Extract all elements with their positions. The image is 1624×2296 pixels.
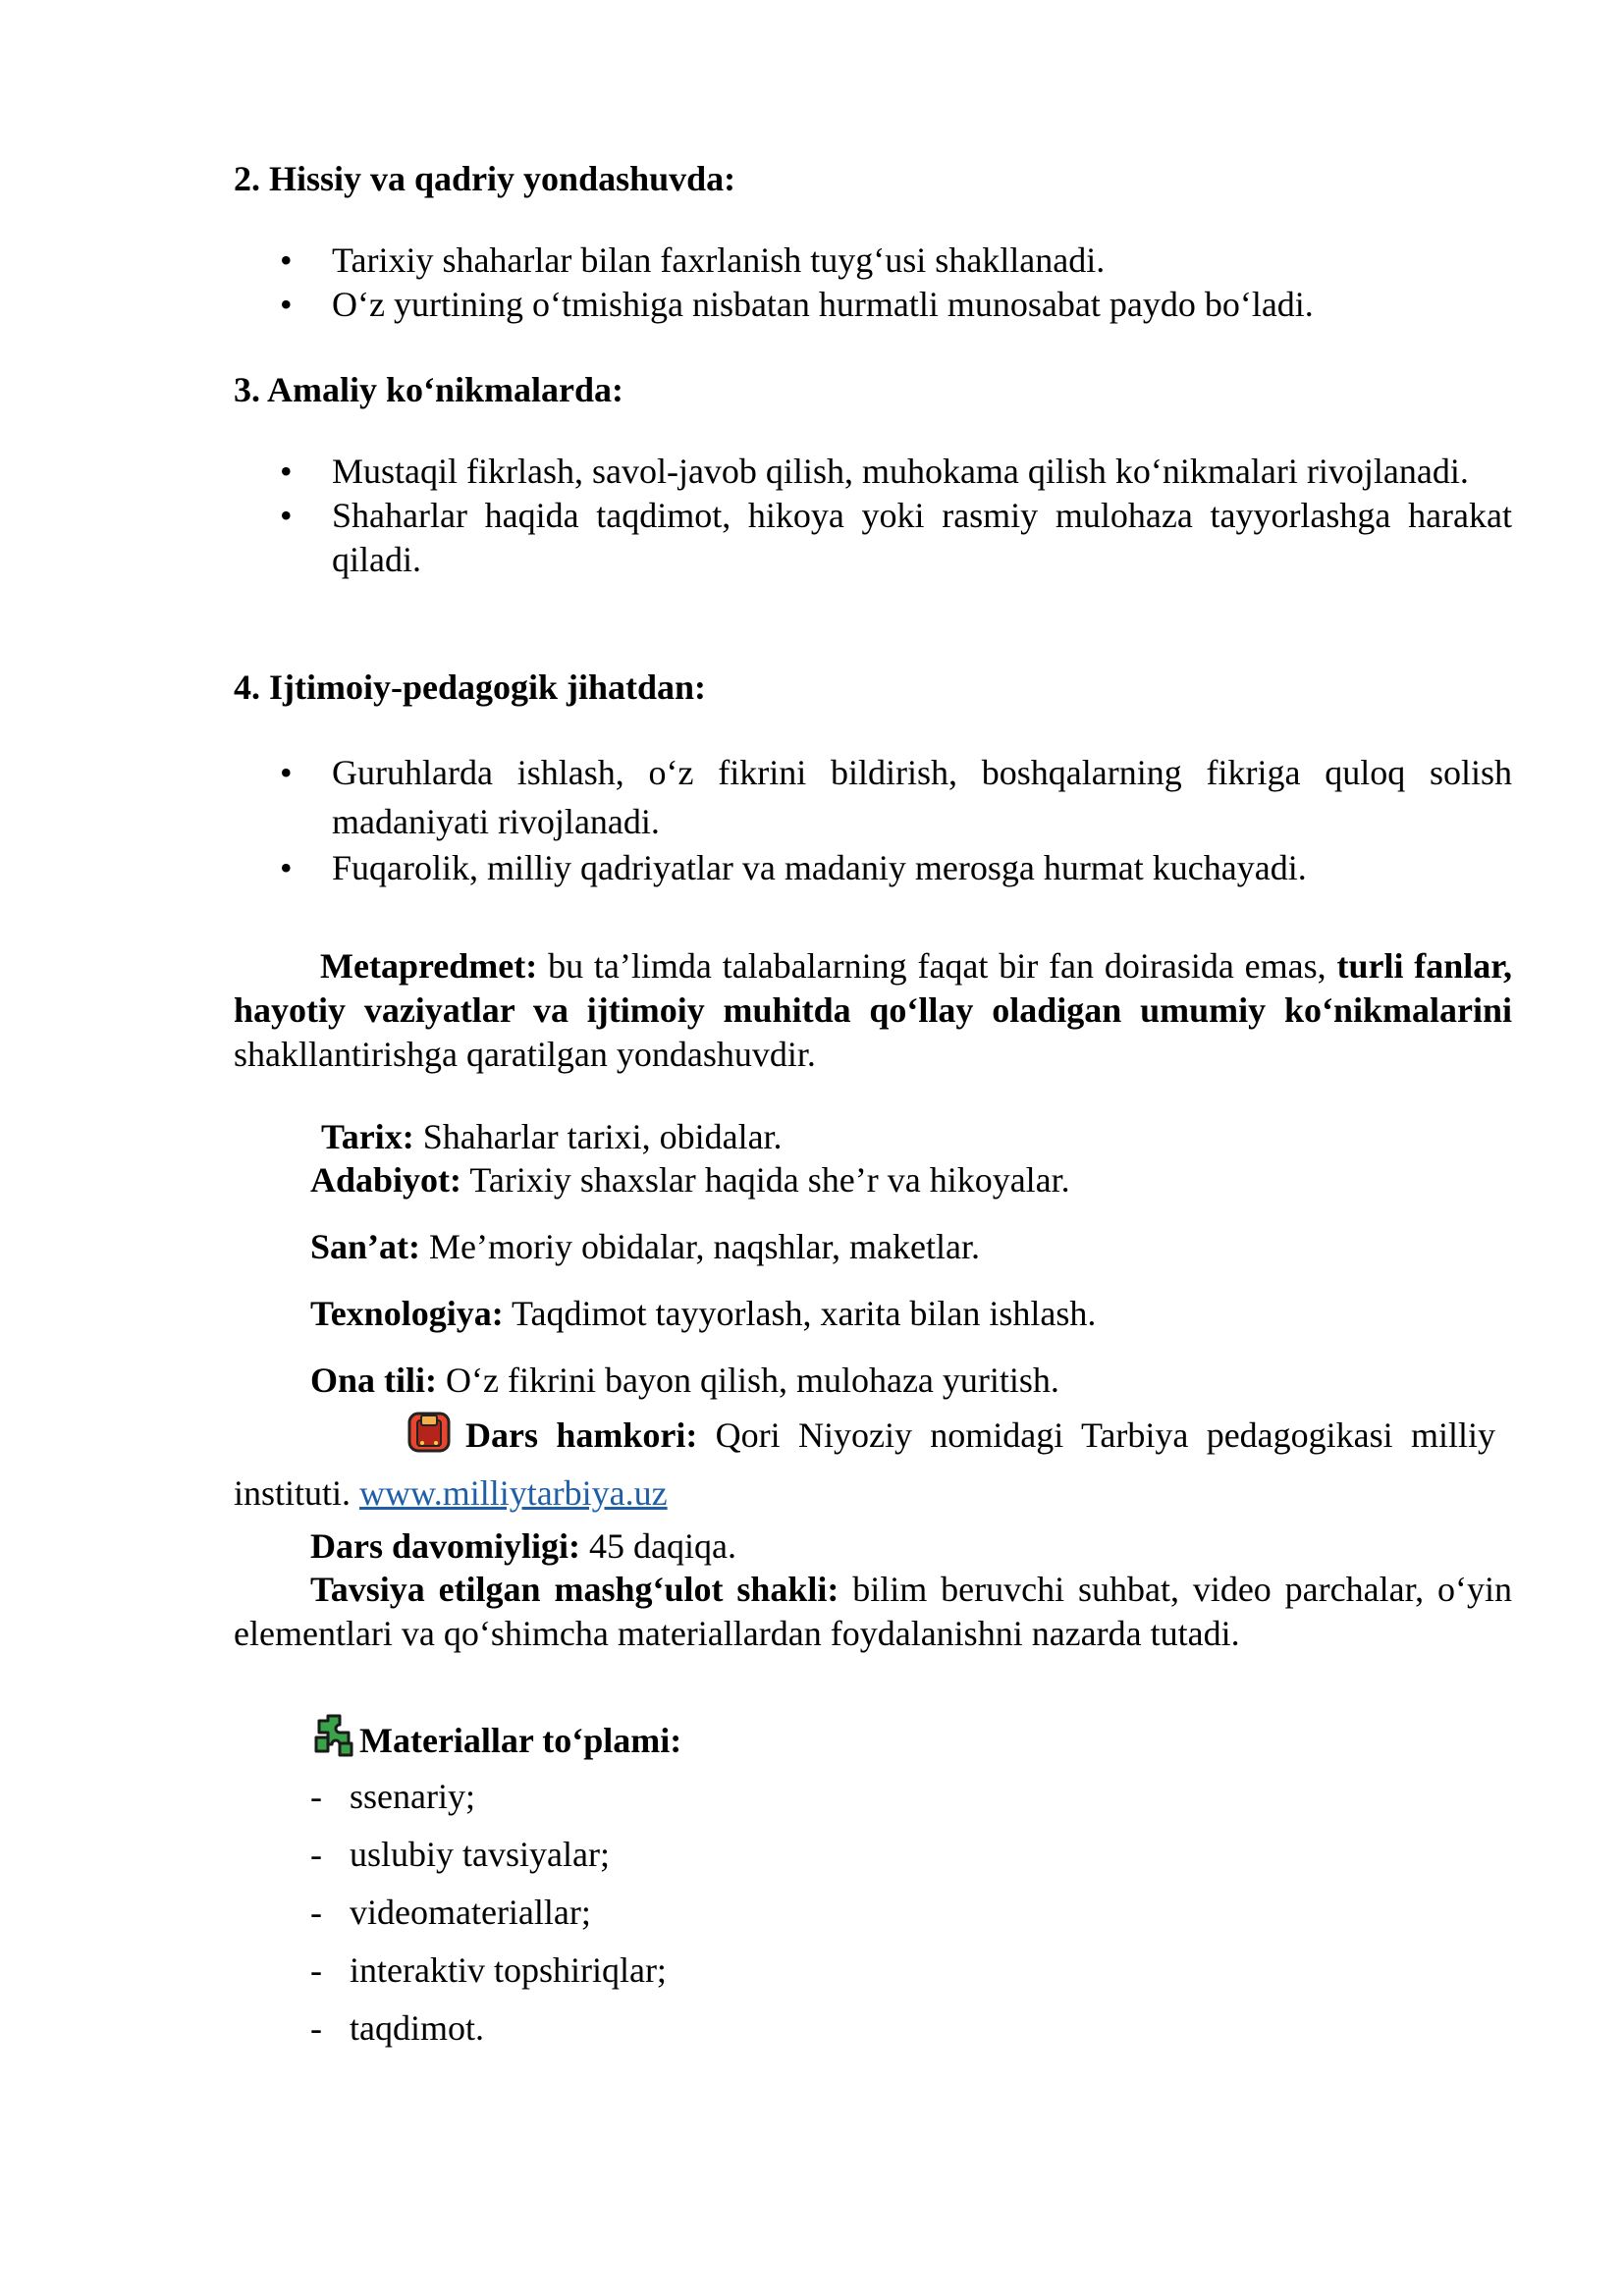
folder-icon: [320, 1411, 452, 1468]
bullet-mark: •: [280, 848, 293, 887]
materials-heading: Materiallar to‘plami:: [310, 1718, 681, 1770]
subject-adabiyot: Adabiyot: Tarixiy shaxslar haqida she’r va hikoyalar.: [310, 1160, 1070, 1200]
section-4-list: [234, 748, 1512, 890]
metapredmet-paragraph: Metapredmet: bu ta’limda talabalarning faqat bir fan doirasida emas, turli fanlar, hayotiy vaziyatlar va ijtimoiy muhitda qo‘llay oladigan umumiy ko‘nikmalarini shakllantirishga qaratilgan yondashuvdir.: [234, 946, 1512, 1074]
list-item: - videomateriallar;: [310, 1893, 591, 1932]
list-item: • Shaharlar haqida taqdimot, hikoya yoki rasmiy mulohaza tayyorlashga harakat qiladi.: [280, 496, 1512, 579]
partner-website-link[interactable]: www.milliytarbiya.uz: [359, 1472, 668, 1513]
subject-texnologiya: Texnologiya: Taqdimot tayyorlash, xarita bilan ishlash.: [310, 1294, 1097, 1333]
section-3-list: [234, 450, 1512, 582]
bullet-mark: •: [280, 496, 293, 535]
format-label: Tavsiya etilgan mashg‘ulot shakli:: [310, 1570, 839, 1609]
section-4-heading: 4. Ijtimoiy-pedagogik jihatdan:: [234, 667, 707, 707]
bullet-mark: •: [280, 452, 293, 491]
list-item: • Tarixiy shaharlar bilan faxrlanish tuyg‘usi shakllanadi.: [234, 239, 1512, 283]
section-2-heading: 2. Hissiy va qadriy yondashuvda:: [234, 159, 736, 198]
puzzle-icon: [310, 1712, 357, 1770]
section-2-list: [234, 239, 1512, 327]
section-3-heading: 3. Amaliy ko‘nikmalarda:: [234, 370, 624, 409]
bullet-mark: •: [280, 240, 293, 280]
partner-paragraph: Dars hamkori: Qori Niyoziy nomidagi Tarbiya pedagogikasi milliy instituti. www.milliytarbiya.uz: [234, 1410, 1495, 1519]
bullet-mark: •: [280, 285, 293, 324]
list-item: • Fuqarolik, milliy qadriyatlar va madaniy merosga hurmat kuchayadi.: [234, 846, 1512, 890]
duration-line: Dars davomiyligi: 45 daqiqa.: [310, 1526, 736, 1566]
list-item: • Mustaqil fikrlash, savol-javob qilish, muhokama qilish ko‘nikmalari rivojlanadi.: [234, 450, 1512, 494]
subject-sanat: San’at: Me’moriy obidalar, naqshlar, maketlar.: [310, 1227, 980, 1266]
list-item: - uslubiy tavsiyalar;: [310, 1835, 610, 1874]
subject-tarix: Tarix: Shaharlar tarixi, obidalar.: [321, 1117, 783, 1156]
subject-ona-tili: Ona tili: O‘z fikrini bayon qilish, mulohaza yuritish.: [310, 1361, 1059, 1400]
list-item: - interaktiv topshiriqlar;: [310, 1950, 667, 1990]
bullet-mark: •: [280, 753, 293, 792]
list-item: - taqdimot.: [310, 2008, 484, 2048]
materials-list: [310, 1775, 1194, 2064]
list-item: - ssenariy;: [310, 1777, 475, 1816]
partner-label: Dars hamkori:: [465, 1415, 698, 1455]
list-item: • O‘z yurtining o‘tmishiga nisbatan hurmatli munosabat paydo bo‘ladi.: [234, 283, 1512, 327]
metapredmet-label: Metapredmet:: [320, 946, 538, 986]
metapredmet-emphasis: turli fanlar, hayotiy vaziyatlar va ijtimoiy muhitda qo‘llay oladigan umumiy ko‘nikmalarini: [234, 946, 1512, 1030]
list-item: • Guruhlarda ishlash, o‘z fikrini bildirish, boshqalarning fikriga quloq solish madaniyati rivojlanadi.: [234, 748, 1512, 846]
format-paragraph: Tavsiya etilgan mashg‘ulot shakli: bilim beruvchi suhbat, video parchalar, o‘yin elementlari va qo‘shimcha materiallardan foydalanishni nazarda tutadi.: [234, 1570, 1512, 1653]
